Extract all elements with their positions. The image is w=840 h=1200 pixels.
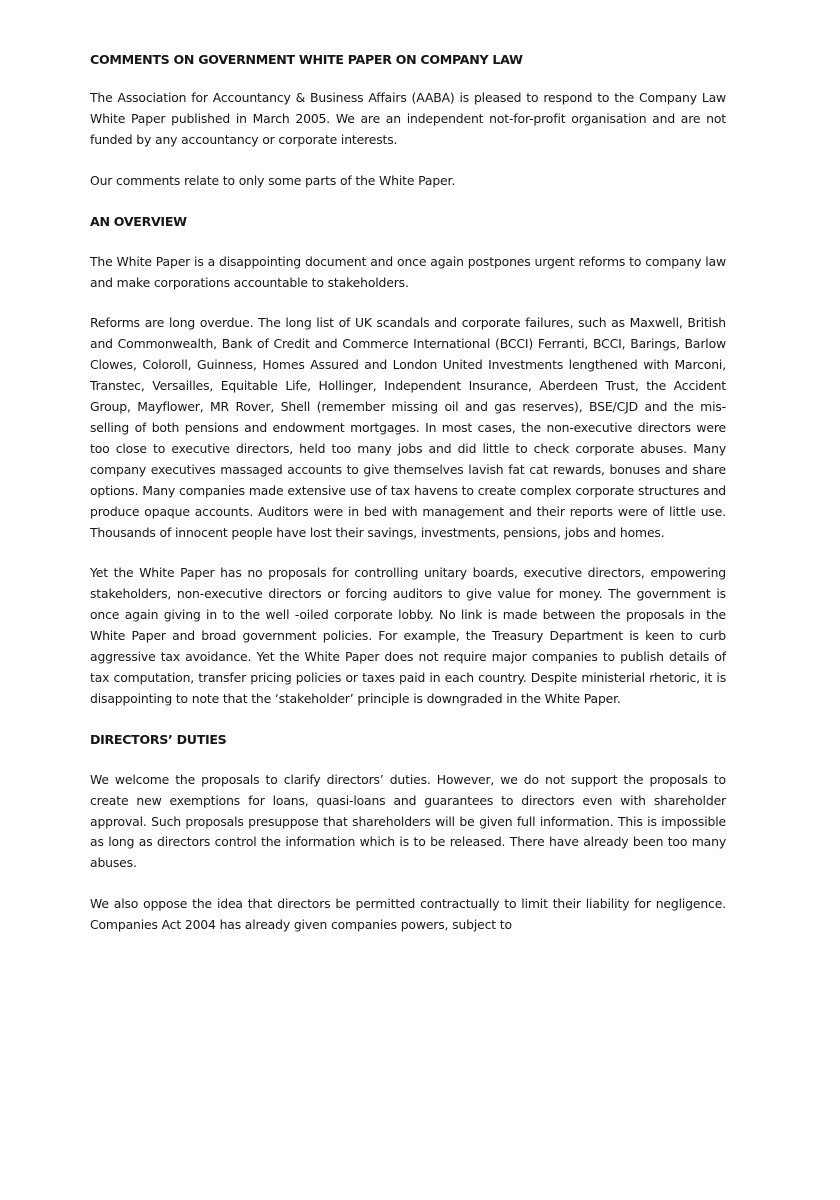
duties-heading: DIRECTORS’ DUTIES (90, 731, 227, 747)
overview-paragraph: Reforms are long overdue. The long list of UK scandals and corporate failures, such as Maxwell, British and Commonwealth, Bank of Credit and Commerce International (BCCI) Ferranti, BCCI, Barings, Barlow Clowes, Coloroll, Guinness, Homes Assured and London United Investments lengthened with Marconi, Transtec, Versailles, Equitable Life, Hollinger, Independent Insurance, Aberdeen Trust, the Accident Group, Mayflower, MR Rover, Shell (remember missing oil and gas reserves), BSE/CJD and the mis-selling of both pensions and endowment mortgages. In most cases, the non-executive directors were too close to executive directors, held too many jobs and did little to check corporate abuses. Many company executives massaged accounts to give themselves lavish fat cat rewards, bonuses and share options. Many companies made extensive use of tax havens to create complex corporate structures and produce opaque accounts. Auditors were in bed with management and their reports were of little use. Thousands of innocent people have lost their savings, investments, pensions, jobs and homes. (90, 315, 726, 540)
overview-heading: AN OVERVIEW (90, 213, 187, 229)
overview-paragraph: Yet the White Paper has no proposals for controlling unitary boards, executive directors, empowering stakeholders, non-executive directors or forcing auditors to give value for money. The government is once again giving in to the well -oiled corporate lobby. No link is made between the proposals in the White Paper and broad government policies. For example, the Treasury Department is keen to curb aggressive tax avoidance. Yet the White Paper does not require major companies to publish details of tax computation, transfer pricing policies or taxes paid in each country. Despite ministerial rhetoric, it is disappointing to note that the ‘stakeholder’ principle is downgraded in the White Paper. (90, 565, 726, 706)
overview-paragraph: The White Paper is a disappointing document and once again postpones urgent reforms to company law and make corporations accountable to stakeholders. (90, 253, 726, 290)
duties-paragraph: We welcome the proposals to clarify directors’ duties. However, we do not support the proposals to create new exemptions for loans, quasi-loans and guarantees to directors even with shareholder approval. Such proposals presuppose that shareholders will be given full information. This is impossible as long as directors control the information which is to be released. There have already been too many abuses. (90, 771, 726, 871)
duties-paragraph: We also oppose the idea that directors be permitted contractually to limit their liability for negligence. Companies Act 2004 has already given companies powers, subject to (90, 896, 726, 933)
intro-paragraph: The Association for Accountancy & Business Affairs (AABA) is pleased to respond to the Company Law White Paper published in March 2005. We are an independent not-for-profit organisation and are not funded by any accountancy or corporate interests. (90, 90, 726, 147)
intro-paragraph: Our comments relate to only some parts of the White Paper. (90, 172, 456, 188)
document-title: COMMENTS ON GOVERNMENT WHITE PAPER ON COMPANY LAW (90, 52, 523, 67)
